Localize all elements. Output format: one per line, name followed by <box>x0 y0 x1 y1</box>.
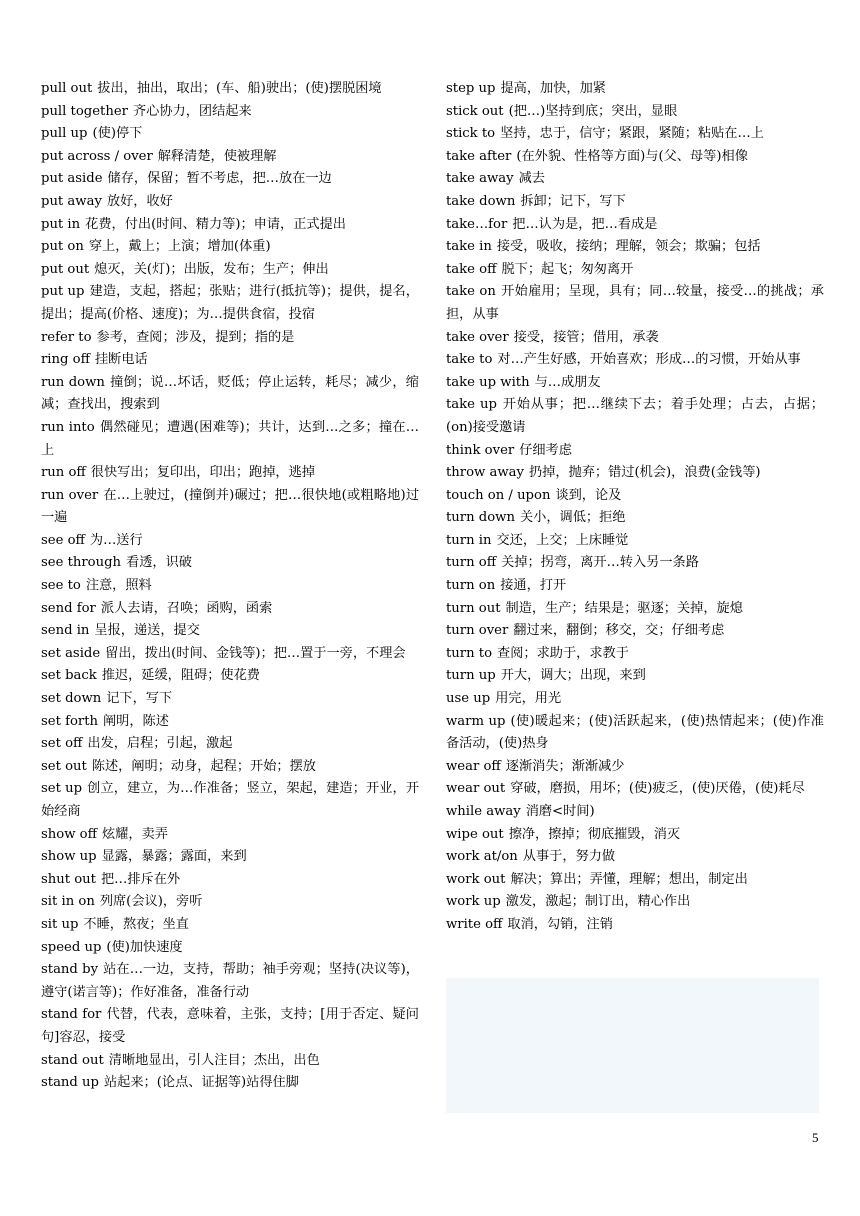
phrase-term: put across / over <box>41 148 153 164</box>
blank-shaded-box <box>446 978 819 1113</box>
right-column <box>446 78 824 937</box>
phrase-meaning: 创立，建立，为…作准备；竖立，架起，建造；开业，开始经商 <box>41 781 420 819</box>
phrase-meaning: 开始雇用；呈现，具有；同…较量，接受…的挑战；承担，从事 <box>446 284 824 322</box>
phrase-meaning: 派人去请，召唤；函购，函索 <box>100 600 273 616</box>
phrase-entry <box>446 123 824 146</box>
phrase-term: touch on / upon <box>446 487 551 503</box>
phrase-term: write off <box>446 916 503 932</box>
phrase-meaning: (在外貌、性格等方面)与(父、母等)相像 <box>516 148 748 164</box>
phrase-term: take up with <box>446 374 530 390</box>
phrase-entry <box>446 372 824 395</box>
phrase-entry <box>446 801 824 824</box>
phrase-term: stick to <box>446 126 496 142</box>
phrase-term: turn to <box>446 645 493 661</box>
phrase-entry <box>446 327 824 350</box>
phrase-term: stand out <box>41 1052 104 1068</box>
phrase-term: set up <box>41 781 83 797</box>
phrase-entry <box>446 846 824 869</box>
phrase-entry <box>41 937 419 960</box>
phrase-term: pull out <box>41 81 93 96</box>
phrase-entry <box>41 1004 419 1049</box>
phrase-meaning: 挂断电话 <box>94 352 148 368</box>
phrase-meaning: 关掉；拐弯，离开…转入另一条路 <box>501 555 699 571</box>
phrase-entry <box>41 846 419 869</box>
phrase-entry <box>446 869 824 892</box>
phrase-entry <box>446 530 824 553</box>
phrase-entry <box>41 259 419 282</box>
phrase-term: wear off <box>446 758 501 774</box>
phrase-meaning: 撞倒；说…坏话，贬低；停止运转，耗尽；减少，缩减；查找出，搜索到 <box>41 374 419 413</box>
phrase-term: think over <box>446 442 515 458</box>
phrase-term: run into <box>41 419 95 435</box>
phrase-term: stick out <box>446 103 504 119</box>
phrase-term: sit up <box>41 916 79 932</box>
phrase-entry <box>41 665 419 688</box>
phrase-term: turn up <box>446 668 496 684</box>
phrase-meaning: 清晰地显出，引人注目；杰出，出色 <box>108 1052 320 1068</box>
phrase-term: see off <box>41 532 85 548</box>
phrase-term: take over <box>446 329 509 345</box>
phrase-term: take on <box>446 284 496 300</box>
phrase-meaning: 很快写出；复印出，印出；跑掉，逃掉 <box>90 465 315 481</box>
phrase-term: show up <box>41 849 97 865</box>
phrase-term: run down <box>41 374 105 390</box>
phrase-entry <box>446 643 824 666</box>
phrase-term: take to <box>446 352 493 368</box>
phrase-meaning: 放好，收好 <box>106 193 173 209</box>
phrase-meaning: 与…成朋友 <box>534 374 601 390</box>
phrase-term: use up <box>446 691 491 707</box>
phrase-meaning: 看透，识破 <box>126 555 192 571</box>
phrase-meaning: 呈报，递送，提交 <box>94 623 200 639</box>
phrase-entry <box>41 891 419 914</box>
phrase-entry <box>446 78 824 101</box>
phrase-meaning: 擦净，擦掉；彻底摧毁，消灭 <box>508 826 681 842</box>
phrase-entry <box>446 552 824 575</box>
phrase-term: pull up <box>41 126 88 142</box>
phrase-entry <box>41 281 419 326</box>
phrase-meaning: 用完，用光 <box>495 691 562 707</box>
phrase-meaning: 阐明，陈述 <box>102 713 169 729</box>
phrase-entry <box>41 123 419 146</box>
phrase-term: work at/on <box>446 849 518 865</box>
phrase-meaning: 接受，吸收，接纳；理解，领会；欺骗；包括 <box>496 239 761 255</box>
phrase-term: send in <box>41 623 90 639</box>
phrase-entry <box>41 778 419 823</box>
phrase-term: stand up <box>41 1075 99 1091</box>
phrase-entry <box>41 620 419 643</box>
phrase-term: show off <box>41 826 97 842</box>
phrase-meaning: 炫耀，卖弄 <box>102 826 168 842</box>
phrase-term: pull together <box>41 103 128 119</box>
phrase-meaning: 解释清楚，使被理解 <box>157 148 277 164</box>
phrase-term: stand for <box>41 1007 102 1023</box>
phrase-meaning: 偶然碰见；遭遇(困难等)；共计，达到…之多；撞在…上 <box>41 419 419 458</box>
phrase-term: take after <box>446 148 512 164</box>
phrase-meaning: 接受，接管；借用，承袭 <box>513 329 659 345</box>
phrase-entry <box>41 869 419 892</box>
phrase-entry <box>41 349 419 372</box>
phrase-meaning: 坚持，忠于，信守；紧跟，紧随；粘贴在…上 <box>500 126 764 142</box>
phrase-meaning: 代替，代表，意味着，主张，支持；[用于否定、疑问句]容忍，接受 <box>41 1007 419 1045</box>
phrase-meaning: 留出，拨出(时间、金钱等)；把…置于一旁，不理会 <box>105 645 406 661</box>
phrase-entry <box>41 756 419 779</box>
phrase-entry <box>446 485 824 508</box>
phrase-term: take away <box>446 171 514 187</box>
phrase-term: set out <box>41 758 87 774</box>
phrase-entry <box>41 1072 419 1095</box>
phrase-meaning: 花费，付出(时间、精力等)；申请，正式提出 <box>85 216 346 232</box>
phrase-meaning: 穿破，磨损，用坏；(使)疲乏，(使)厌倦，(使)耗尽 <box>510 781 805 797</box>
phrase-entry <box>41 711 419 734</box>
phrase-term: turn out <box>446 600 501 616</box>
phrase-term: run over <box>41 487 99 503</box>
phrase-term: set back <box>41 668 97 684</box>
phrase-entry <box>41 146 419 169</box>
phrase-term: turn off <box>446 555 497 571</box>
phrase-meaning: 参考，查阅；涉及，提到；指的是 <box>96 329 295 345</box>
phrase-meaning: 不睡，熬夜；坐直 <box>83 916 189 932</box>
phrase-entry <box>41 78 419 101</box>
phrase-meaning: 开大，调大；出现，来到 <box>500 668 646 684</box>
phrase-meaning: 仔细考虑 <box>519 442 572 458</box>
phrase-meaning: 熄灭，关(灯)；出版，发布；生产；伸出 <box>94 261 329 277</box>
phrase-term: run off <box>41 465 86 481</box>
phrase-entry <box>446 778 824 801</box>
phrase-term: send for <box>41 600 96 616</box>
phrase-meaning: 解决；算出；弄懂，理解；想出，制定出 <box>510 871 748 887</box>
phrase-term: take off <box>446 261 497 277</box>
phrase-entry <box>446 891 824 914</box>
phrase-term: while away <box>446 804 521 819</box>
phrase-entry <box>446 756 824 779</box>
phrase-term: put up <box>41 284 85 300</box>
phrase-entry <box>41 462 419 485</box>
phrase-entry <box>41 417 419 462</box>
phrase-entry <box>41 101 419 124</box>
phrase-entry <box>41 485 419 530</box>
phrase-meaning: 取消，勾销，注销 <box>507 916 613 932</box>
phrase-term: take…for <box>446 216 508 232</box>
phrase-term: step up <box>446 81 496 96</box>
phrase-entry <box>446 824 824 847</box>
phrase-term: throw away <box>446 465 524 481</box>
phrase-meaning: 开始从事；把…继续下去；着手处理；占去，占据；(on)接受邀请 <box>446 397 824 435</box>
phrase-entry <box>446 665 824 688</box>
phrase-entry <box>41 959 419 1004</box>
phrase-term: take down <box>446 193 516 209</box>
phrase-entry <box>446 507 824 530</box>
phrase-entry <box>446 914 824 937</box>
phrase-meaning: 陈述，阐明；动身，起程；开始；摆放 <box>91 758 316 774</box>
phrase-entry <box>446 259 824 282</box>
phrase-entry <box>446 394 824 439</box>
phrase-term: work up <box>446 894 501 910</box>
phrase-term: wear out <box>446 781 506 797</box>
phrase-entry <box>446 146 824 169</box>
phrase-meaning: 拔出，抽出，取出；(车、船)驶出；(使)摆脱困境 <box>97 81 382 96</box>
phrase-meaning: 在…上驶过，(撞倒并)碾过；把…很快地(或粗略地)过一遍 <box>41 487 420 526</box>
phrase-entry <box>41 824 419 847</box>
phrase-term: set off <box>41 736 83 752</box>
phrase-meaning: 为…送行 <box>89 532 143 548</box>
phrase-entry <box>446 191 824 214</box>
phrase-term: stand by <box>41 962 99 978</box>
phrase-term: ring off <box>41 352 90 368</box>
phrase-term: turn on <box>446 578 496 594</box>
phrase-meaning: 扔掉，抛弃；错过(机会)，浪费(金钱等) <box>528 465 761 481</box>
phrase-entry <box>446 711 824 756</box>
phrase-meaning: 出发，启程；引起，激起 <box>87 736 233 752</box>
phrase-meaning: 查阅；求助于，求教于 <box>497 645 629 661</box>
phrase-term: set forth <box>41 713 98 729</box>
phrase-entry <box>41 643 419 666</box>
phrase-entry <box>41 552 419 575</box>
phrase-term: put aside <box>41 171 103 187</box>
phrase-entry <box>446 620 824 643</box>
phrase-meaning: 储存，保留；暂不考虑，把…放在一边 <box>107 171 332 187</box>
phrase-entry <box>446 688 824 711</box>
phrase-term: take up <box>446 397 497 413</box>
phrase-entry <box>41 530 419 553</box>
phrase-meaning: 注意，照料 <box>85 578 152 594</box>
phrase-entry <box>41 214 419 237</box>
phrase-entry <box>446 214 824 237</box>
phrase-entry <box>446 168 824 191</box>
phrase-meaning: 建造，支起，搭起；张贴；进行(抵抗等)；提供，提名，提出；提高(价格、速度)；为…提供食宿，投宿 <box>41 284 419 322</box>
phrase-entry <box>41 733 419 756</box>
phrase-meaning: 推迟，延缓，阻碍；使花费 <box>101 668 260 684</box>
phrase-meaning: 拆卸；记下，写下 <box>520 193 626 209</box>
phrase-meaning: 提高，加快，加紧 <box>500 81 606 96</box>
phrase-meaning: 穿上，戴上；上演；增加(体重) <box>88 239 271 255</box>
phrase-meaning: 对…产生好感，开始喜欢；形成…的习惯，开始从事 <box>497 352 801 368</box>
phrase-meaning: 交还，上交；上床睡觉 <box>496 532 629 548</box>
phrase-meaning: 站起来；(论点、证据等)站得住脚 <box>104 1075 299 1091</box>
phrase-term: see through <box>41 555 122 571</box>
phrase-entry <box>41 914 419 937</box>
phrase-entry <box>41 688 419 711</box>
phrase-meaning: (把…)坚持到底；突出，显眼 <box>508 103 678 119</box>
phrase-term: warm up <box>446 713 506 729</box>
phrase-entry <box>41 168 419 191</box>
phrase-term: turn in <box>446 532 492 548</box>
left-column <box>41 78 419 1095</box>
phrase-meaning: 激发，激起；制订出，精心作出 <box>505 894 691 910</box>
phrase-entry <box>446 598 824 621</box>
phrase-meaning: 显露，暴露；露面，来到 <box>101 849 247 865</box>
phrase-term: take in <box>446 239 492 255</box>
phrase-meaning: 把…排斥在外 <box>100 871 181 887</box>
phrase-meaning: 谈到，论及 <box>555 487 622 503</box>
phrase-term: turn down <box>446 510 515 526</box>
phrase-term: shut out <box>41 871 96 887</box>
phrase-meaning: 翻过来，翻倒；移交，交；仔细考虑 <box>513 623 725 639</box>
phrase-term: turn over <box>446 623 509 639</box>
phrase-term: speed up <box>41 939 102 955</box>
phrase-term: set down <box>41 691 102 707</box>
phrase-term: put out <box>41 261 90 277</box>
phrase-entry <box>41 327 419 350</box>
phrase-term: put in <box>41 216 81 232</box>
phrase-term: work out <box>446 871 506 887</box>
phrase-term: set aside <box>41 645 101 661</box>
phrase-entry <box>41 372 419 417</box>
phrase-meaning: (使)加快速度 <box>106 939 183 955</box>
phrase-entry <box>41 236 419 259</box>
phrase-meaning: 消磨<时间) <box>525 804 595 819</box>
phrase-term: refer to <box>41 329 92 345</box>
phrase-entry <box>446 101 824 124</box>
phrase-meaning: 减去 <box>518 171 545 187</box>
phrase-term: sit in on <box>41 894 95 910</box>
phrase-entry <box>446 462 824 485</box>
phrase-entry <box>446 440 824 463</box>
phrase-meaning: (使)暖起来；(使)活跃起来，(使)热情起来；(使)作准备活动，(使)热身 <box>446 713 824 752</box>
phrase-meaning: 从事于，努力做 <box>522 849 616 865</box>
phrase-meaning: 脱下；起飞；匆匆离开 <box>501 261 634 277</box>
phrase-meaning: 制造，生产；结果是；驱逐；关掉，旋熄 <box>505 600 743 616</box>
phrase-meaning: 站在…一边，支持，帮助；袖手旁观；坚持(决议等)，遵守(诺言等)；作好准备，准备行动 <box>41 962 419 1000</box>
phrase-term: wipe out <box>446 826 504 842</box>
phrase-meaning: (使)停下 <box>92 126 143 142</box>
phrase-term: put on <box>41 239 84 255</box>
page-number: 5 <box>812 1130 819 1145</box>
phrase-entry <box>41 598 419 621</box>
phrase-entry <box>446 281 824 326</box>
phrase-meaning: 记下，写下 <box>106 691 173 707</box>
phrase-entry <box>41 575 419 598</box>
phrase-term: see to <box>41 578 81 594</box>
phrase-meaning: 齐心协力，团结起来 <box>132 103 252 119</box>
phrase-entry <box>446 236 824 259</box>
phrase-meaning: 关小，调低；拒绝 <box>519 510 626 526</box>
phrase-term: put away <box>41 193 102 209</box>
phrase-entry <box>41 1050 419 1073</box>
phrase-entry <box>446 575 824 598</box>
phrase-meaning: 逐渐消失；渐渐减少 <box>505 758 625 774</box>
phrase-meaning: 接通，打开 <box>500 578 567 594</box>
phrase-meaning: 列席(会议)，旁听 <box>99 894 203 910</box>
phrase-entry <box>446 349 824 372</box>
phrase-entry <box>41 191 419 214</box>
phrase-meaning: 把…认为是，把…看成是 <box>512 216 658 232</box>
